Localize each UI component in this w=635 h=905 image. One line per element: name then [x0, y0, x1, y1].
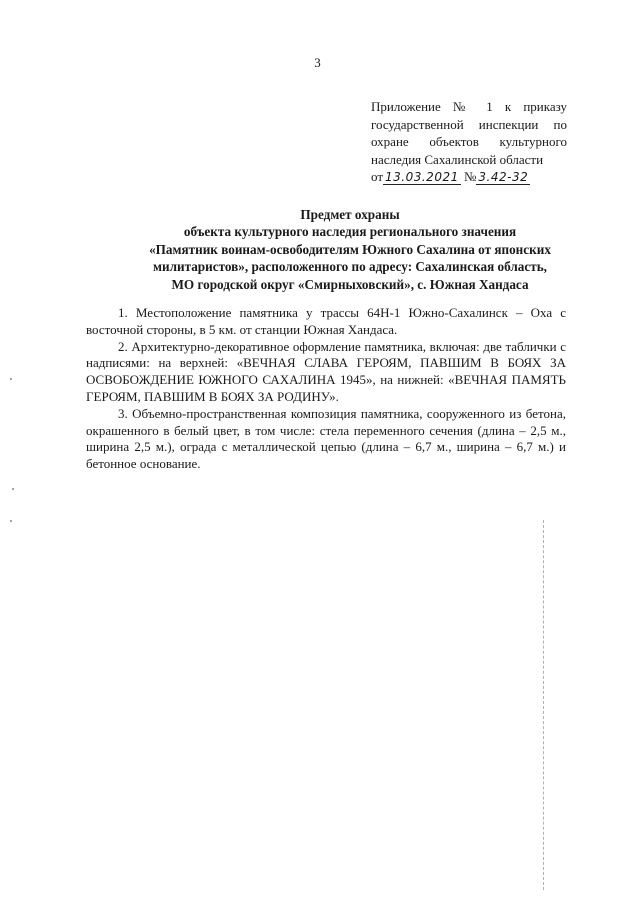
title-line: «Памятник воинам-освободителям Южного Сахалина от японских — [149, 241, 551, 257]
title-line: Предмет охраны — [300, 207, 400, 222]
handwritten-date: 13.03.2021 — [385, 170, 459, 184]
page-number: 3 — [314, 55, 321, 70]
paragraph-decoration: 2. Архитектурно-декоративное оформление памятника, включая: две таблички с надписями: на верхней: «ВЕЧНАЯ СЛАВА ГЕРОЯМ, ПАВШИМ В БОЯХ ЗА ОСВОБОЖДЕНИЕ ЮЖНОГО САХАЛИНА 1945», на нижней: «ВЕЧНАЯ ПАМЯТЬ ГЕРОЯМ, ПАВШИМ В БОЯХ ЗА РОДИНУ». — [86, 338, 566, 404]
paragraph-location: 1. Местоположение памятника у трассы 64Н-1 Южно-Сахалинск – Оха с восточной стороны, в 5 км. от станции Южная Хандаса. — [86, 305, 566, 337]
document-title — [60, 206, 635, 293]
appendix-line: государственной инспекции по — [371, 116, 567, 132]
title-line: милитаристов», расположенного по адресу: Сахалинская область, — [153, 259, 547, 275]
order-date-number-row — [371, 168, 567, 186]
scan-speck — [10, 520, 12, 522]
title-line: объекта культурного наследия регионального значения — [183, 224, 517, 240]
paragraph-composition: 3. Объемно-пространственная композиция памятника, сооруженного из бетона, окрашенного в белый цвет, в том числе: стела переменного сечения (длина – 2,5 м., ширина 2,5 м.), ограда с металлической цепью (длина – 6,7 м., ширина – 6,7 м.) и бетонное основание. — [86, 405, 566, 472]
from-label: от — [371, 169, 384, 184]
title-line: МО городской округ «Смирныховский», с. Южная Хандаса — [171, 276, 529, 292]
number-label: № — [463, 169, 477, 184]
scan-speck — [10, 378, 12, 380]
appendix-line: охране объектов культурного — [371, 134, 567, 149]
handwritten-order-number: 3.42-32 — [478, 170, 529, 184]
appendix-block — [371, 98, 567, 186]
scan-margin-line — [543, 520, 545, 890]
scan-speck — [12, 488, 14, 490]
document-body — [86, 305, 566, 473]
appendix-line: наследия Сахалинской области — [371, 151, 544, 167]
appendix-line: Приложение № 1 к приказу — [371, 99, 567, 114]
